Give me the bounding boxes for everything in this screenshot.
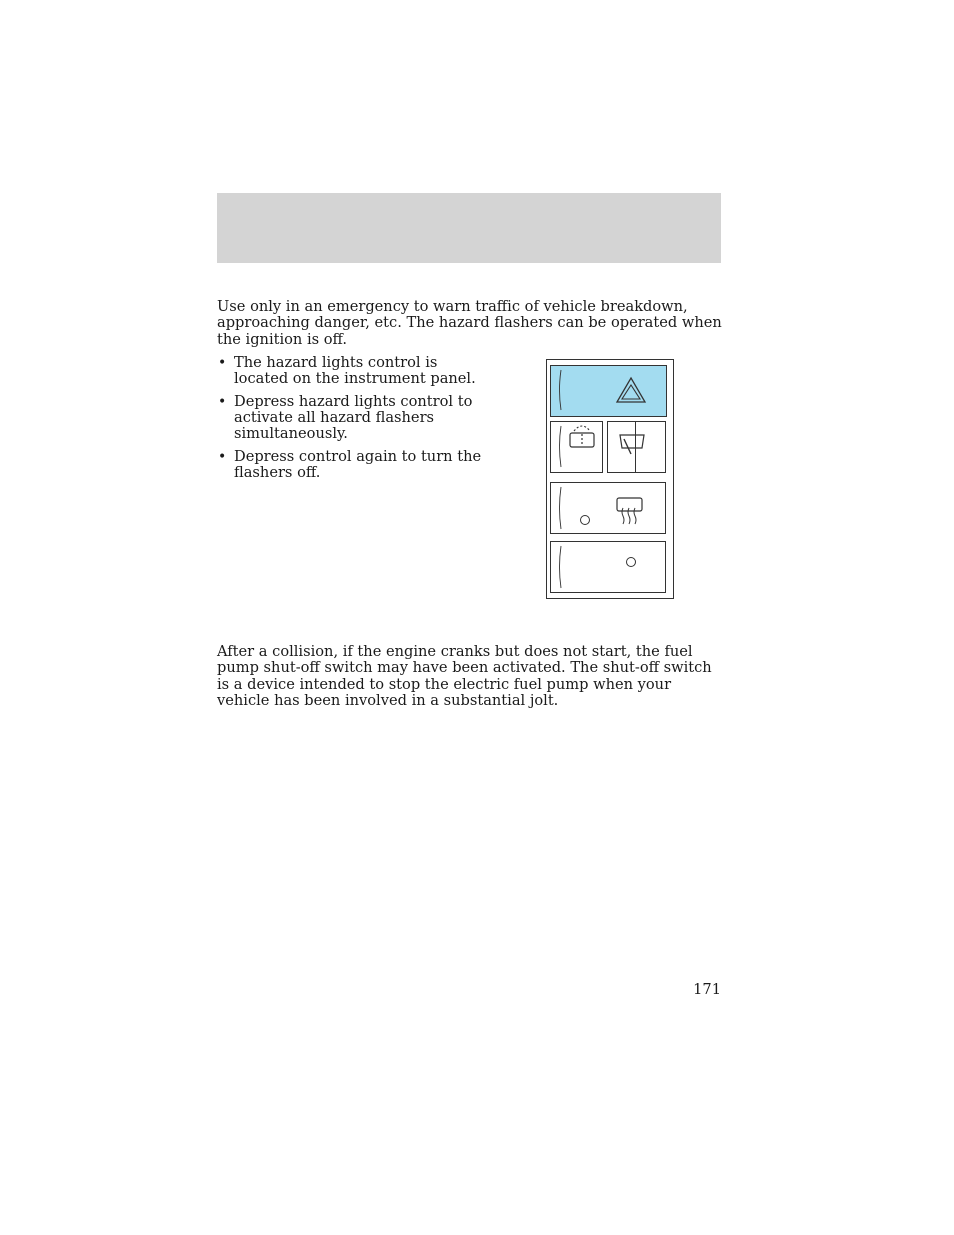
interior-lamp-button[interactable]	[551, 422, 603, 473]
bullet-text: Depress control again to turn the flashers off.	[234, 448, 482, 481]
intro-paragraph: Use only in an emergency to warn traffic of vehicle breakdown, approaching danger, etc. The hazard flashers can be operated when the ignition is off.	[217, 298, 722, 348]
bullet-marker: •	[218, 355, 227, 371]
section-header-band	[217, 193, 721, 263]
control-panel-illustration	[546, 359, 675, 600]
blank-control-button[interactable]	[551, 542, 666, 593]
bullet-list	[217, 355, 487, 488]
page-number: 171	[693, 981, 721, 998]
bullet-text: The hazard lights control is located on the instrument panel.	[234, 354, 476, 387]
bullet-marker: •	[218, 449, 227, 465]
rear-defrost-button[interactable]	[551, 483, 666, 534]
bullet-marker: •	[218, 394, 227, 410]
list-item	[217, 394, 487, 442]
list-item	[217, 355, 487, 387]
fuel-pump-paragraph: After a collision, if the engine cranks but does not start, the fuel pump shut-off switch may have been activated. The shut-off switch is a device intended to stop the electric fuel pump when your vehicle has been involved in a substantial jolt.	[217, 643, 712, 710]
hazard-button[interactable]	[551, 366, 667, 417]
bullet-text: Depress hazard lights control to activate all hazard flashers simultaneously.	[234, 393, 473, 442]
list-item	[217, 449, 487, 481]
